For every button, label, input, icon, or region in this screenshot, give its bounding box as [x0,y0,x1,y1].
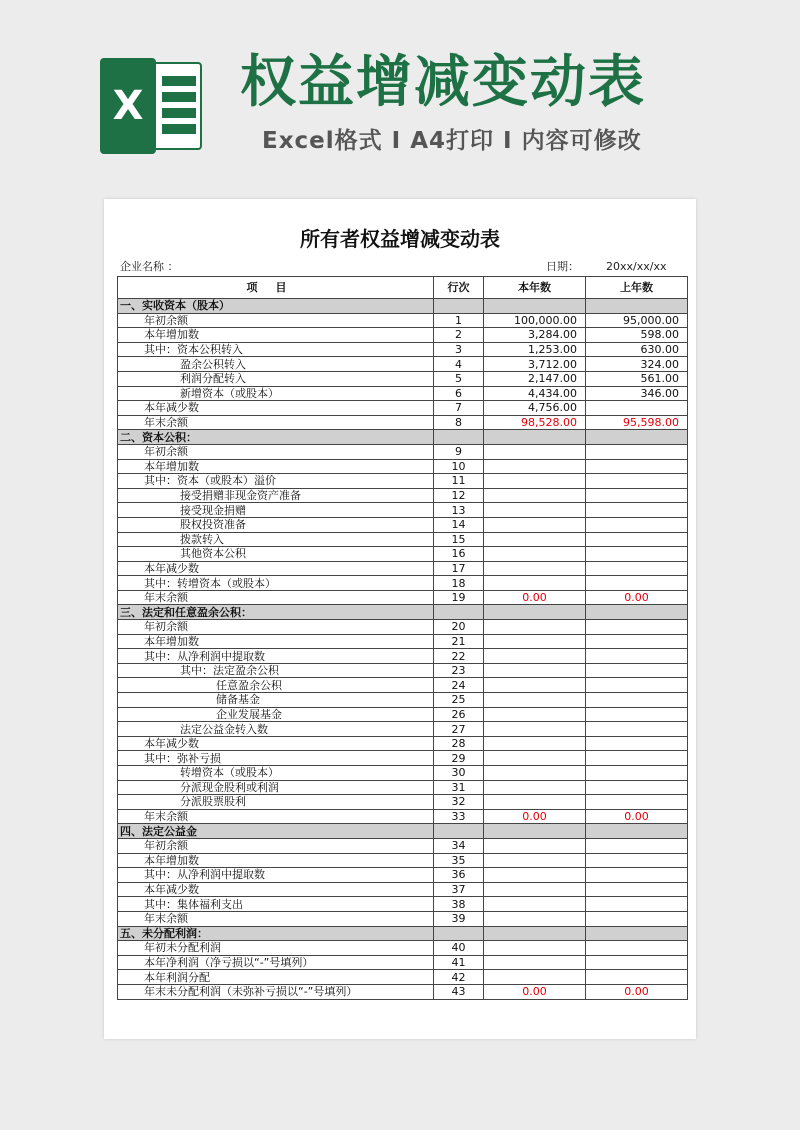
table-row [118,795,688,810]
cell-current[interactable] [484,780,586,795]
table-row [118,722,688,737]
table-row [118,751,688,766]
cell-line[interactable]: 22 [434,649,484,664]
cell-item[interactable]: 三、法定和任意盈余公积： [118,605,434,620]
cell-item[interactable]: 本年减少数 [118,736,434,751]
cell-current[interactable] [484,503,586,518]
cell-current[interactable] [484,620,586,635]
cell-prior[interactable] [586,926,688,941]
cell-current[interactable] [484,299,586,314]
banner [0,0,800,190]
cell-prior[interactable] [586,430,688,445]
cell-current[interactable] [484,795,586,810]
table-row [118,576,688,591]
cell-item[interactable]: 任意盈余公积 [118,678,434,693]
company-label: 企业名称 ： [120,260,179,273]
cell-current[interactable] [484,605,586,620]
cell-prior[interactable] [586,970,688,985]
cell-item[interactable]: 年末余额 [118,809,434,824]
cell-current[interactable] [484,926,586,941]
date-value: 20xx/xx/xx [606,260,667,273]
cell-prior[interactable] [586,868,688,883]
table-row [118,459,688,474]
cell-current[interactable]: 1,253.00 [484,342,586,357]
cell-line[interactable]: 27 [434,722,484,737]
cell-item[interactable]: 年初余额 [118,620,434,635]
cell-current[interactable]: 0.00 [484,590,586,605]
table-row [118,941,688,956]
cell-line[interactable] [434,299,484,314]
cell-current[interactable]: 3,712.00 [484,357,586,372]
cell-item[interactable]: 五、未分配利润： [118,926,434,941]
table-row [118,838,688,853]
column-header-current: 本年数 [484,277,586,299]
cell-prior[interactable] [586,722,688,737]
table-section-row [118,430,688,445]
equity-change-table [117,276,688,1000]
cell-line[interactable]: 14 [434,517,484,532]
cell-prior[interactable] [586,649,688,664]
cell-prior[interactable]: 630.00 [586,342,688,357]
cell-item[interactable]: 其中：弥补亏损 [118,751,434,766]
cell-item[interactable]: 年末余额 [118,415,434,430]
cell-item[interactable]: 二、资本公积： [118,430,434,445]
cell-item[interactable]: 年初余额 [118,838,434,853]
cell-current[interactable] [484,576,586,591]
cell-prior[interactable] [586,561,688,576]
cell-prior[interactable] [586,459,688,474]
cell-current[interactable] [484,444,586,459]
table-row [118,707,688,722]
cell-prior[interactable] [586,824,688,839]
cell-item[interactable]: 法定公益金转入数 [118,722,434,737]
column-header-line: 行次 [434,277,484,299]
cell-current[interactable]: 2,147.00 [484,371,586,386]
cell-current[interactable]: 4,756.00 [484,401,586,416]
cell-prior[interactable] [586,488,688,503]
cell-current[interactable] [484,897,586,912]
banner-subtitle: Excel格式 I A4打印 I 内容可修改 [262,128,642,154]
cell-prior[interactable] [586,532,688,547]
cell-line[interactable]: 24 [434,678,484,693]
cell-prior[interactable] [586,897,688,912]
cell-line[interactable]: 11 [434,474,484,489]
cell-prior[interactable]: 324.00 [586,357,688,372]
cell-line[interactable]: 31 [434,780,484,795]
cell-current[interactable] [484,532,586,547]
table-row [118,474,688,489]
table-row [118,620,688,635]
table-row [118,868,688,883]
excel-logo-icon [100,58,204,154]
table-row [118,897,688,912]
table-row [118,313,688,328]
cell-prior[interactable] [586,605,688,620]
cell-current[interactable] [484,955,586,970]
cell-prior[interactable] [586,576,688,591]
cell-line[interactable]: 8 [434,415,484,430]
cell-prior[interactable] [586,620,688,635]
cell-item[interactable]: 其中：从净利润中提取数 [118,868,434,883]
cell-prior[interactable] [586,751,688,766]
cell-prior[interactable] [586,911,688,926]
cell-line[interactable]: 34 [434,838,484,853]
table-row [118,590,688,605]
cell-line[interactable] [434,926,484,941]
cell-item[interactable]: 其中：资本公积转入 [118,342,434,357]
cell-item[interactable]: 本年减少数 [118,561,434,576]
cell-line[interactable]: 38 [434,897,484,912]
table-row [118,678,688,693]
cell-prior[interactable] [586,517,688,532]
cell-prior[interactable] [586,766,688,781]
cell-current[interactable] [484,707,586,722]
table-row [118,882,688,897]
cell-line[interactable]: 43 [434,984,484,999]
cell-item[interactable]: 本年减少数 [118,882,434,897]
cell-line[interactable]: 28 [434,736,484,751]
cell-current[interactable] [484,868,586,883]
cell-item[interactable]: 本年增加数 [118,853,434,868]
table-row [118,984,688,999]
table-row [118,328,688,343]
cell-current[interactable] [484,517,586,532]
banner-title: 权益增减变动表 [240,50,646,115]
cell-item[interactable]: 本年减少数 [118,401,434,416]
cell-item[interactable]: 企业发展基金 [118,707,434,722]
table-row [118,809,688,824]
cell-item[interactable]: 其中：转增资本（或股本） [118,576,434,591]
cell-line[interactable]: 41 [434,955,484,970]
table-row [118,955,688,970]
cell-line[interactable]: 19 [434,590,484,605]
cell-current[interactable] [484,751,586,766]
cell-prior[interactable] [586,838,688,853]
cell-line[interactable]: 2 [434,328,484,343]
cell-current[interactable] [484,693,586,708]
cell-prior[interactable]: 95,598.00 [586,415,688,430]
table-row [118,780,688,795]
cell-line[interactable]: 9 [434,444,484,459]
column-header-prior: 上年数 [586,277,688,299]
cell-prior[interactable] [586,780,688,795]
cell-line[interactable]: 42 [434,970,484,985]
cell-line[interactable]: 4 [434,357,484,372]
table-row [118,371,688,386]
cell-line[interactable]: 29 [434,751,484,766]
cell-line[interactable] [434,824,484,839]
table-row [118,488,688,503]
table-row [118,357,688,372]
cell-current[interactable] [484,649,586,664]
cell-item[interactable]: 分派现金股利或利润 [118,780,434,795]
cell-line[interactable]: 3 [434,342,484,357]
cell-prior[interactable]: 0.00 [586,984,688,999]
cell-prior[interactable]: 598.00 [586,328,688,343]
cell-item[interactable]: 其他资本公积 [118,547,434,562]
cell-line[interactable]: 1 [434,313,484,328]
cell-item[interactable]: 本年利润分配 [118,970,434,985]
cell-item[interactable]: 股权投资准备 [118,517,434,532]
cell-current[interactable] [484,474,586,489]
cell-line[interactable]: 18 [434,576,484,591]
cell-item[interactable]: 年初余额 [118,313,434,328]
cell-prior[interactable]: 0.00 [586,809,688,824]
cell-item[interactable]: 其中：从净利润中提取数 [118,649,434,664]
cell-item[interactable]: 接受捐赠非现金资产准备 [118,488,434,503]
cell-line[interactable]: 35 [434,853,484,868]
cell-prior[interactable] [586,736,688,751]
date-label: 日期： [546,260,579,273]
table-row [118,853,688,868]
table-row [118,561,688,576]
table-row [118,386,688,401]
cell-prior[interactable] [586,503,688,518]
cell-line[interactable]: 17 [434,561,484,576]
cell-item[interactable]: 盈余公积转入 [118,357,434,372]
cell-item[interactable]: 本年增加数 [118,459,434,474]
cell-line[interactable]: 10 [434,459,484,474]
cell-current[interactable] [484,736,586,751]
cell-item[interactable]: 新增资本（或股本） [118,386,434,401]
table-row [118,415,688,430]
cell-item[interactable]: 一、实收资本（股本） [118,299,434,314]
cell-line[interactable]: 30 [434,766,484,781]
cell-line[interactable] [434,430,484,445]
cell-item[interactable]: 四、法定公益金 [118,824,434,839]
table-row [118,663,688,678]
table-row [118,547,688,562]
cell-current[interactable] [484,722,586,737]
table-section-row [118,605,688,620]
cell-prior[interactable] [586,941,688,956]
cell-prior[interactable] [586,693,688,708]
table-row [118,532,688,547]
cell-current[interactable] [484,882,586,897]
cell-item[interactable]: 储备基金 [118,693,434,708]
cell-current[interactable] [484,678,586,693]
cell-item[interactable]: 年初未分配利润 [118,941,434,956]
cell-item[interactable]: 本年净利润（净亏损以“-”号填列） [118,955,434,970]
cell-current[interactable]: 3,284.00 [484,328,586,343]
cell-prior[interactable] [586,299,688,314]
cell-prior[interactable] [586,882,688,897]
cell-current[interactable] [484,853,586,868]
table-row [118,342,688,357]
cell-current[interactable]: 0.00 [484,984,586,999]
cell-line[interactable]: 12 [434,488,484,503]
cell-current[interactable] [484,663,586,678]
cell-line[interactable]: 26 [434,707,484,722]
table-section-row [118,299,688,314]
document-title: 所有者权益增减变动表 [300,227,500,251]
table-row [118,766,688,781]
cell-current[interactable] [484,824,586,839]
cell-item[interactable]: 利润分配转入 [118,371,434,386]
table-row [118,503,688,518]
document-sheet [104,199,696,1039]
table-row [118,517,688,532]
table-row [118,693,688,708]
cell-current[interactable] [484,430,586,445]
table-row [118,401,688,416]
cell-prior[interactable]: 0.00 [586,590,688,605]
cell-line[interactable]: 13 [434,503,484,518]
cell-current[interactable]: 100,000.00 [484,313,586,328]
table-section-row [118,824,688,839]
cell-item[interactable]: 年末未分配利润（未弥补亏损以“-”号填列） [118,984,434,999]
cell-current[interactable] [484,547,586,562]
cell-current[interactable] [484,941,586,956]
table-header-row [118,277,688,299]
cell-current[interactable] [484,561,586,576]
cell-prior[interactable]: 561.00 [586,371,688,386]
cell-line[interactable]: 21 [434,634,484,649]
cell-line[interactable]: 25 [434,693,484,708]
cell-line[interactable]: 37 [434,882,484,897]
cell-current[interactable]: 98,528.00 [484,415,586,430]
cell-prior[interactable] [586,707,688,722]
cell-prior[interactable] [586,853,688,868]
cell-line[interactable]: 5 [434,371,484,386]
cell-prior[interactable] [586,955,688,970]
cell-current[interactable] [484,634,586,649]
cell-prior[interactable] [586,663,688,678]
cell-prior[interactable] [586,678,688,693]
cell-prior[interactable] [586,634,688,649]
cell-current[interactable] [484,970,586,985]
cell-current[interactable] [484,911,586,926]
cell-item[interactable]: 本年增加数 [118,328,434,343]
table-row [118,634,688,649]
cell-line[interactable] [434,605,484,620]
cell-line[interactable]: 32 [434,795,484,810]
cell-line[interactable]: 23 [434,663,484,678]
cell-line[interactable]: 7 [434,401,484,416]
cell-line[interactable]: 15 [434,532,484,547]
cell-prior[interactable]: 346.00 [586,386,688,401]
cell-item[interactable]: 本年增加数 [118,634,434,649]
cell-item[interactable]: 转增资本（或股本） [118,766,434,781]
cell-current[interactable]: 4,434.00 [484,386,586,401]
cell-item[interactable]: 年初余额 [118,444,434,459]
cell-item[interactable]: 其中：资本（或股本）溢价 [118,474,434,489]
cell-current[interactable] [484,459,586,474]
cell-current[interactable] [484,766,586,781]
cell-prior[interactable] [586,444,688,459]
cell-line[interactable]: 39 [434,911,484,926]
table-row [118,970,688,985]
cell-current[interactable] [484,488,586,503]
logo-letter: X [100,58,156,154]
column-header-item: 项目 [118,277,434,299]
cell-prior[interactable]: 95,000.00 [586,313,688,328]
cell-item[interactable]: 分派股票股利 [118,795,434,810]
cell-prior[interactable] [586,401,688,416]
cell-line[interactable]: 16 [434,547,484,562]
cell-line[interactable]: 33 [434,809,484,824]
cell-item[interactable]: 拨款转入 [118,532,434,547]
cell-item[interactable]: 年末余额 [118,590,434,605]
table-row [118,444,688,459]
table-row [118,649,688,664]
cell-line[interactable]: 36 [434,868,484,883]
cell-current[interactable]: 0.00 [484,809,586,824]
cell-item[interactable]: 接受现金捐赠 [118,503,434,518]
cell-prior[interactable] [586,547,688,562]
cell-item[interactable]: 其中：集体福利支出 [118,897,434,912]
cell-prior[interactable] [586,795,688,810]
cell-item[interactable]: 年末余额 [118,911,434,926]
cell-line[interactable]: 6 [434,386,484,401]
table-row [118,736,688,751]
table-section-row [118,926,688,941]
cell-line[interactable]: 20 [434,620,484,635]
cell-prior[interactable] [586,474,688,489]
cell-current[interactable] [484,838,586,853]
table-row [118,911,688,926]
cell-line[interactable]: 40 [434,941,484,956]
cell-item[interactable]: 其中：法定盈余公积 [118,663,434,678]
